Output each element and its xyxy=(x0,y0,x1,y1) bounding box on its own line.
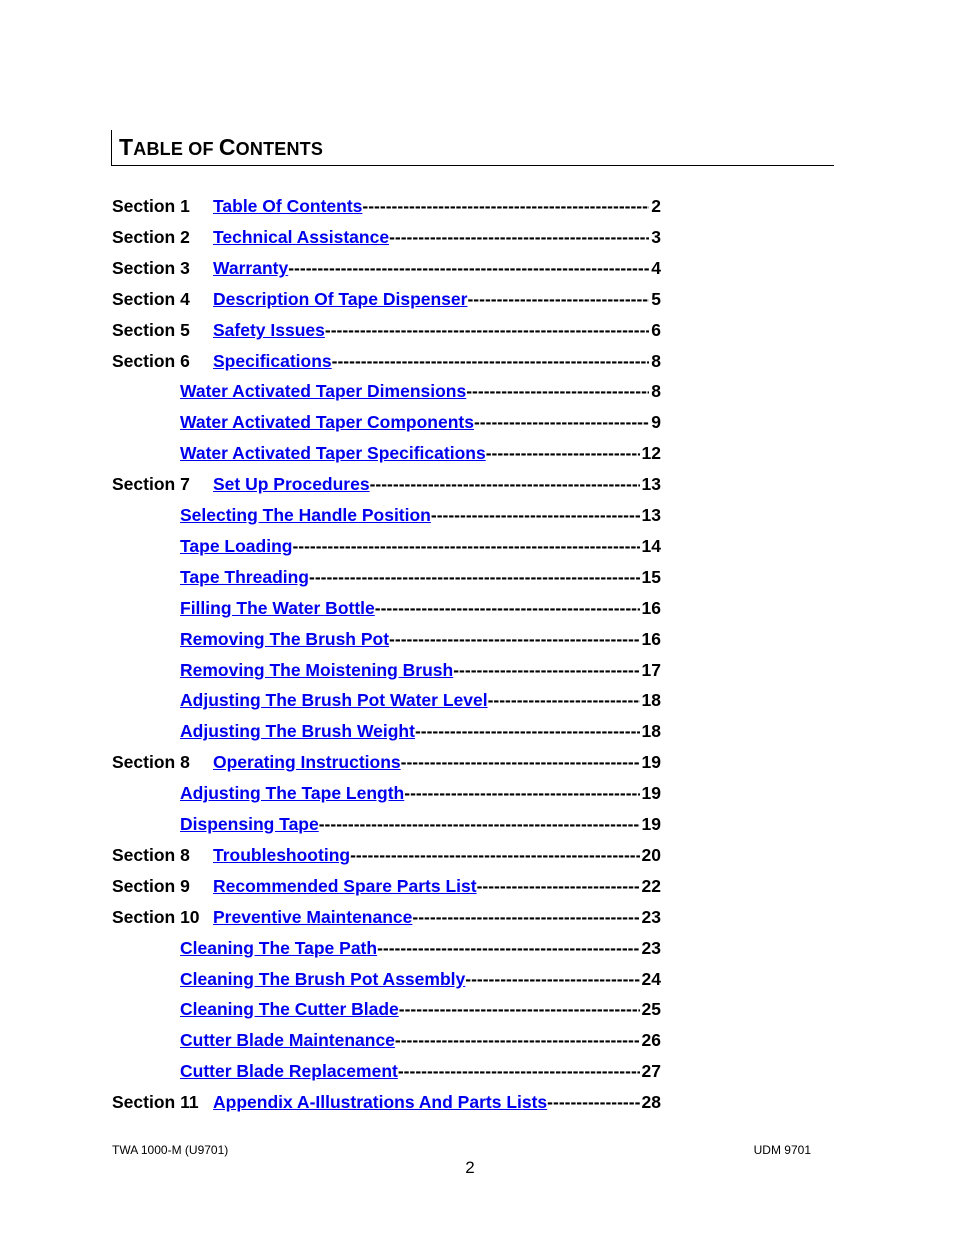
toc-page-number: 28 xyxy=(641,1092,661,1112)
toc-link[interactable]: Water Activated Taper Dimensions xyxy=(180,381,467,401)
toc-dot-leader xyxy=(319,813,640,835)
toc-dot-leader xyxy=(453,659,639,681)
toc-row xyxy=(0,937,954,961)
toc-link[interactable]: Safety Issues xyxy=(213,320,325,340)
toc-row xyxy=(0,535,954,559)
toc-page-number: 9 xyxy=(651,412,661,432)
toc-dot-leader xyxy=(395,1029,640,1051)
toc-link[interactable]: Dispensing Tape xyxy=(180,814,319,834)
toc-link[interactable]: Technical Assistance xyxy=(213,227,390,247)
title-initial-1: T xyxy=(119,134,134,160)
toc-dot-leader xyxy=(486,442,640,464)
toc-link[interactable]: Selecting The Handle Position xyxy=(180,505,431,525)
toc-row xyxy=(0,751,954,775)
toc-dot-leader xyxy=(466,380,649,402)
toc-section-label: Section 11 xyxy=(112,1092,199,1112)
toc-dot-leader xyxy=(467,288,649,310)
footer-manual-code: UDM 9701 xyxy=(753,1143,811,1157)
toc-section-label: Section 5 xyxy=(112,320,190,340)
toc-entry xyxy=(213,319,661,341)
toc-section-label: Section 4 xyxy=(112,289,190,309)
toc-entry xyxy=(213,1091,661,1113)
toc-link[interactable]: Water Activated Taper Components xyxy=(180,412,474,432)
toc-dot-leader xyxy=(288,257,649,279)
toc-row xyxy=(0,782,954,806)
toc-dot-leader xyxy=(389,628,639,650)
toc-entry xyxy=(180,380,661,402)
toc-link[interactable]: Description Of Tape Dispenser xyxy=(213,289,468,309)
toc-page-number: 24 xyxy=(641,969,661,989)
toc-dot-leader xyxy=(377,937,639,959)
title-rest-2: ONTENTS xyxy=(235,139,324,159)
toc-dot-leader xyxy=(415,720,640,742)
toc-dot-leader xyxy=(398,1060,640,1082)
toc-row xyxy=(0,906,954,930)
toc-dot-leader xyxy=(404,782,639,804)
toc-dot-leader xyxy=(389,226,649,248)
toc-dot-leader xyxy=(401,751,640,773)
toc-entry xyxy=(180,689,661,711)
toc-page-number: 23 xyxy=(641,938,661,958)
toc-heading-box xyxy=(111,130,834,166)
toc-row xyxy=(0,411,954,435)
toc-link[interactable]: Filling The Water Bottle xyxy=(180,598,375,618)
toc-entry xyxy=(180,813,661,835)
toc-link[interactable]: Appendix A-Illustrations And Parts Lists xyxy=(213,1092,548,1112)
toc-page-number: 18 xyxy=(641,690,661,710)
toc-dot-leader xyxy=(292,535,639,557)
toc-row xyxy=(0,628,954,652)
toc-page-number: 8 xyxy=(651,381,661,401)
toc-entry xyxy=(180,411,661,433)
toc-page-number: 3 xyxy=(651,227,661,247)
toc-link[interactable]: Cleaning The Brush Pot Assembly xyxy=(180,969,466,989)
toc-dot-leader xyxy=(477,875,640,897)
page-title xyxy=(119,134,323,161)
toc-dot-leader xyxy=(412,906,639,928)
toc-row xyxy=(0,689,954,713)
toc-entry xyxy=(213,226,661,248)
toc-entry xyxy=(180,998,661,1020)
toc-entry xyxy=(213,257,661,279)
toc-row xyxy=(0,659,954,683)
toc-page-number: 6 xyxy=(651,320,661,340)
toc-row xyxy=(0,473,954,497)
toc-link[interactable]: Cutter Blade Replacement xyxy=(180,1061,398,1081)
toc-page-number: 15 xyxy=(641,567,661,587)
toc-entry xyxy=(213,195,661,217)
toc-link[interactable]: Operating Instructions xyxy=(213,752,401,772)
toc-dot-leader xyxy=(399,998,640,1020)
toc-entry xyxy=(213,844,661,866)
toc-row xyxy=(0,844,954,868)
toc-entry xyxy=(180,628,661,650)
toc-entry xyxy=(180,968,661,990)
toc-page-number: 5 xyxy=(651,289,661,309)
toc-link[interactable]: Removing The Brush Pot xyxy=(180,629,390,649)
toc-page-number: 26 xyxy=(641,1030,661,1050)
toc-page-number: 22 xyxy=(641,876,661,896)
toc-page-number: 13 xyxy=(641,505,661,525)
toc-row xyxy=(0,288,954,312)
toc-entry xyxy=(180,597,661,619)
toc-page-number: 4 xyxy=(651,258,661,278)
toc-row xyxy=(0,257,954,281)
toc-page-number: 25 xyxy=(641,999,661,1019)
toc-row xyxy=(0,813,954,837)
toc-entry xyxy=(180,1060,661,1082)
toc-section-label: Section 9 xyxy=(112,876,190,896)
toc-dot-leader xyxy=(332,350,650,372)
toc-link[interactable]: Cleaning The Tape Path xyxy=(180,938,378,958)
toc-entry xyxy=(213,350,661,372)
toc-entry xyxy=(213,288,661,310)
toc-row xyxy=(0,566,954,590)
toc-link[interactable]: Set Up Procedures xyxy=(213,474,370,494)
toc-page-number: 20 xyxy=(641,845,661,865)
toc-page-number: 27 xyxy=(641,1061,661,1081)
toc-section-label: Section 3 xyxy=(112,258,190,278)
toc-entry xyxy=(180,782,661,804)
toc-row xyxy=(0,1060,954,1084)
toc-dot-leader xyxy=(362,195,649,217)
toc-entry xyxy=(180,720,661,742)
title-rest-1: ABLE OF xyxy=(133,139,219,159)
toc-entry xyxy=(180,659,661,681)
toc-link[interactable]: Cutter Blade Maintenance xyxy=(180,1030,395,1050)
toc-dot-leader xyxy=(488,689,640,711)
toc-link[interactable]: Troubleshooting xyxy=(213,845,351,865)
toc-dot-leader xyxy=(309,566,640,588)
toc-section-label: Section 2 xyxy=(112,227,190,247)
toc-section-label: Section 6 xyxy=(112,351,190,371)
title-initial-2: C xyxy=(218,134,236,160)
toc-entry xyxy=(180,937,661,959)
toc-page-number: 12 xyxy=(641,443,661,463)
toc-entry xyxy=(213,473,661,495)
toc-section-label: Section 7 xyxy=(112,474,190,494)
toc-row xyxy=(0,998,954,1022)
toc-entry xyxy=(213,751,661,773)
toc-link[interactable]: Removing The Moistening Brush xyxy=(180,660,454,680)
toc-row xyxy=(0,1029,954,1053)
toc-dot-leader xyxy=(350,844,639,866)
toc-link[interactable]: Tape Loading xyxy=(180,536,293,556)
toc-link[interactable]: Adjusting The Brush Weight xyxy=(180,721,415,741)
toc-row xyxy=(0,350,954,374)
toc-section-label: Section 8 xyxy=(112,752,190,772)
toc-link[interactable]: Adjusting The Brush Pot Water Level xyxy=(180,690,488,710)
toc-link[interactable]: Recommended Spare Parts List xyxy=(213,876,477,896)
toc-page-number: 13 xyxy=(641,474,661,494)
toc-page-number: 2 xyxy=(651,196,661,216)
toc-dot-leader xyxy=(474,411,649,433)
toc-link[interactable]: Adjusting The Tape Length xyxy=(180,783,405,803)
toc-row xyxy=(0,380,954,404)
toc-page-number: 17 xyxy=(641,660,661,680)
toc-row xyxy=(0,195,954,219)
toc-link[interactable]: Warranty xyxy=(213,258,289,278)
toc-dot-leader xyxy=(465,968,639,990)
toc-dot-leader xyxy=(325,319,649,341)
toc-page-number: 8 xyxy=(651,351,661,371)
toc-dot-leader xyxy=(375,597,640,619)
toc-section-label: Section 8 xyxy=(112,845,190,865)
toc-entry xyxy=(180,535,661,557)
toc-row xyxy=(0,1091,954,1115)
toc-row xyxy=(0,504,954,528)
toc-row xyxy=(0,442,954,466)
toc-dot-leader xyxy=(547,1091,639,1113)
footer-document-id: TWA 1000-M (U9701) xyxy=(112,1143,229,1157)
toc-entry xyxy=(180,1029,661,1051)
toc-entry xyxy=(180,566,661,588)
page-number: 2 xyxy=(465,1158,475,1177)
toc-section-label: Section 1 xyxy=(112,196,190,216)
toc-page-number: 23 xyxy=(641,907,661,927)
toc-row xyxy=(0,597,954,621)
toc-dot-leader xyxy=(431,504,640,526)
toc-entry xyxy=(180,442,661,464)
toc-row xyxy=(0,319,954,343)
toc-row xyxy=(0,720,954,744)
toc-row xyxy=(0,875,954,899)
toc-link[interactable]: Table Of Contents xyxy=(213,196,363,216)
toc-page-number: 16 xyxy=(641,598,661,618)
toc-entry xyxy=(180,504,661,526)
toc-entry xyxy=(213,875,661,897)
toc-link[interactable]: Specifications xyxy=(213,351,332,371)
toc-section-label: Section 10 xyxy=(112,907,200,927)
toc-page-number: 19 xyxy=(641,752,661,772)
toc-link[interactable]: Water Activated Taper Specifications xyxy=(180,443,486,463)
toc-page-number: 18 xyxy=(641,721,661,741)
toc-page-number: 16 xyxy=(641,629,661,649)
toc-row xyxy=(0,226,954,250)
toc-page-number: 14 xyxy=(641,536,661,556)
toc-row xyxy=(0,968,954,992)
toc-entry xyxy=(213,906,661,928)
toc-page-number: 19 xyxy=(641,814,661,834)
toc-page-number: 19 xyxy=(641,783,661,803)
toc-link[interactable]: Cleaning The Cutter Blade xyxy=(180,999,399,1019)
toc-dot-leader xyxy=(370,473,640,495)
toc-link[interactable]: Tape Threading xyxy=(180,567,309,587)
toc-link[interactable]: Preventive Maintenance xyxy=(213,907,413,927)
